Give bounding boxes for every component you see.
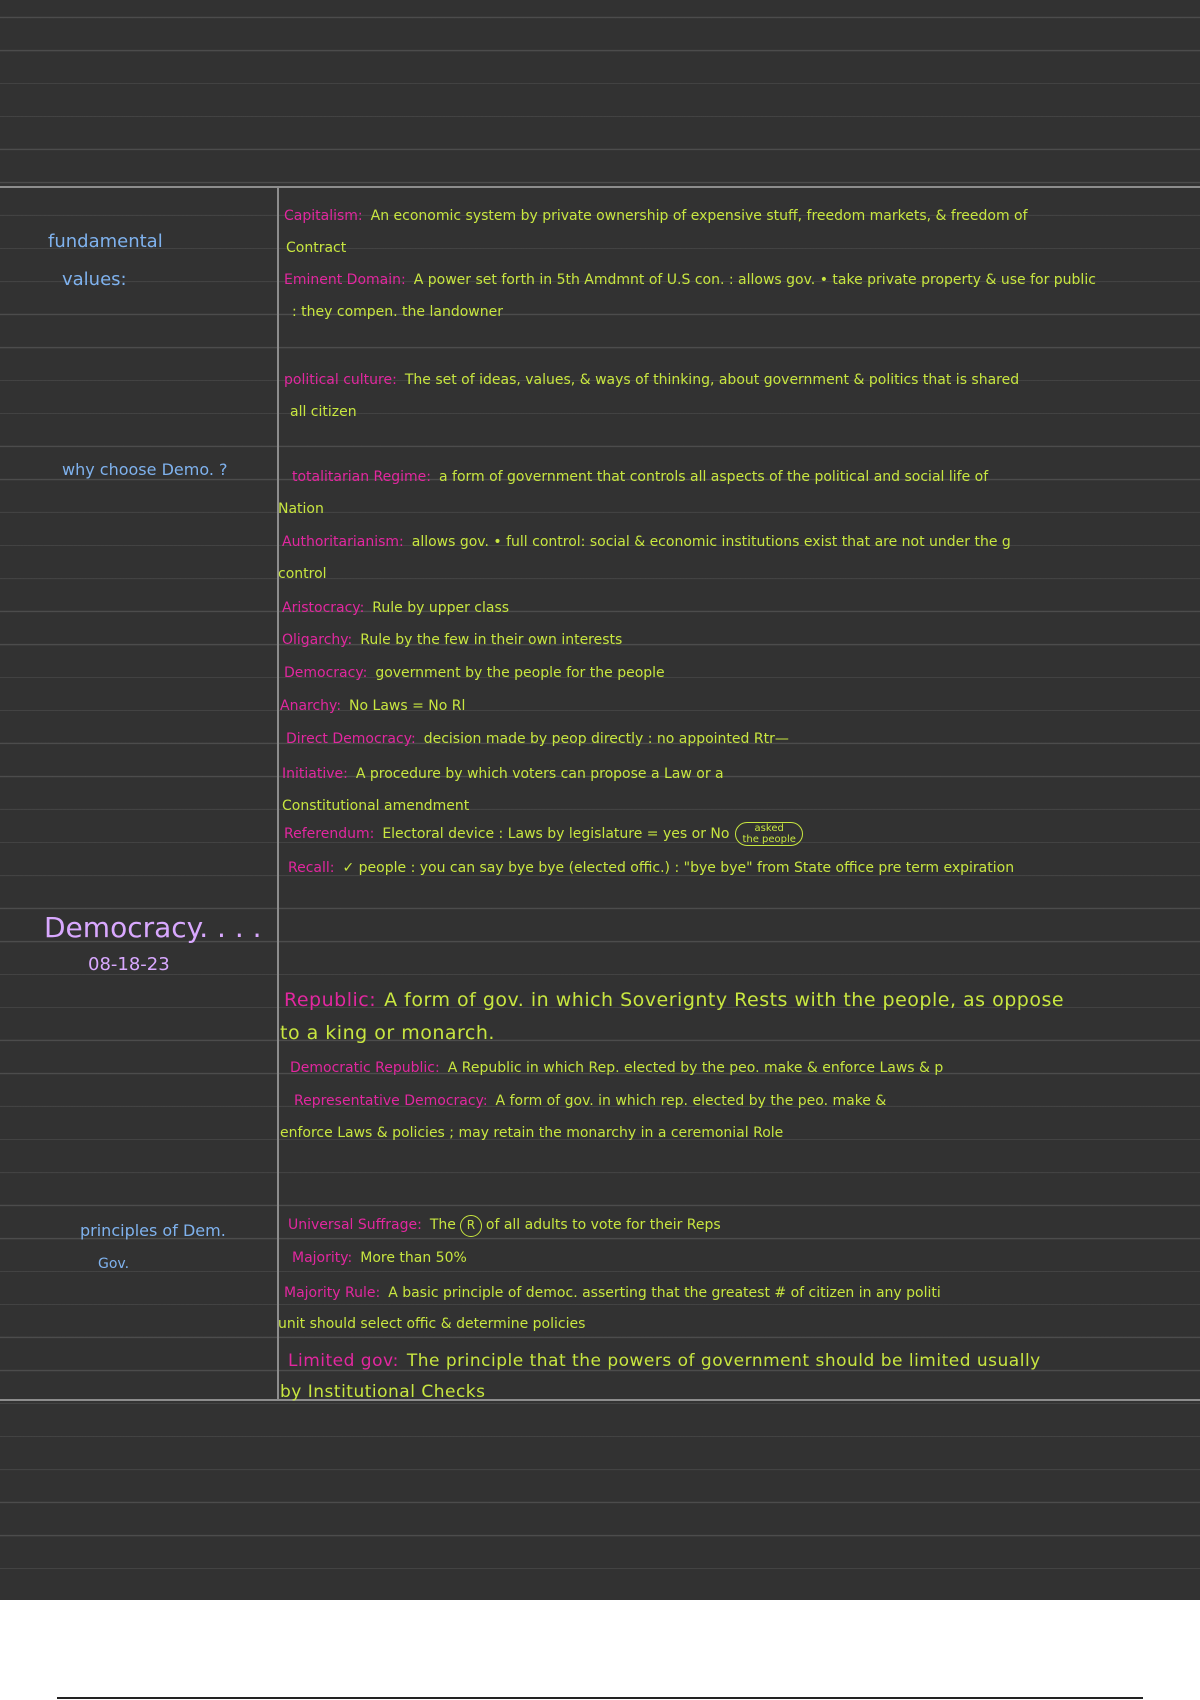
note-line [286,729,789,749]
definition-text: by Institutional Checks [280,1382,486,1402]
note-line [288,1215,721,1237]
note-line [278,499,324,519]
note-line [280,696,465,716]
definition-text: The [429,1217,456,1233]
definition-text: Rule by the few in their own interests [360,632,623,648]
definition-text: The principle that the powers of government should be limited usually [406,1351,1041,1371]
definition-text: a form of government that controls all aspects of the political and social life of [438,469,989,485]
note-line [284,663,665,683]
definition-text: An economic system by private ownership of expensive stuff, freedom markets, & freedom of [370,208,1028,224]
note-line [282,598,509,618]
note-line [282,630,622,650]
definition-text: The set of ideas, values, & ways of thinking, about government & politics that is shared [404,372,1020,388]
term: Oligarchy: [282,632,353,648]
note-line [290,1058,943,1078]
definition-text: Contract [286,240,347,256]
note-line [282,764,724,784]
term: Direct Democracy: [286,731,416,747]
note-line [294,1091,886,1111]
term: Republic: [284,989,377,1011]
note-line [286,238,346,258]
note-line [290,402,357,422]
section-heading: Democracy. . . . [44,911,262,944]
page-footer-rule [57,1697,1143,1699]
term: Limited gov: [288,1351,399,1371]
definition-text: Rule by upper class [372,600,510,616]
definition-text: A basic principle of democ. asserting that the greatest # of citizen in any politi [388,1285,941,1301]
note-line [280,1123,783,1143]
referendum-aside [735,822,803,846]
definition-text: control [278,566,327,582]
definition-text: No Laws = No Rl [349,698,466,714]
note-line [292,1248,467,1268]
term: Recall: [288,860,335,876]
note-line [284,370,1019,390]
definition-text: allows gov. • full control: social & economic institutions exist that are not under the g [411,534,1011,550]
term: Democratic Republic: [290,1060,440,1076]
note-line [284,822,803,846]
definition-text: decision made by peop directly : no appointed Rtr— [423,731,789,747]
definition-text: : they compen. the landowner [292,304,503,320]
term: Authoritarianism: [282,534,404,550]
note-line [284,270,1096,290]
term: Majority Rule: [284,1285,381,1301]
bottom-band-rule [0,1399,1200,1401]
definition-text: A form of gov. in which Soverignty Rests with the people, as oppose [384,989,1065,1011]
term: Majority: [292,1250,353,1266]
aside-line: asked [754,823,784,834]
note-line [284,1283,941,1303]
definition-text: Constitutional amendment [282,798,470,814]
note-line [282,796,469,816]
term: totalitarian Regime: [292,469,431,485]
aside-line: the people [742,834,796,845]
term: Democracy: [284,665,368,681]
note-line [288,1351,1041,1371]
term: Eminent Domain: [284,272,406,288]
term: Anarchy: [280,698,342,714]
definition-text: of all adults to vote for their Reps [485,1217,721,1233]
definition-text: government by the people for the people [375,665,665,681]
left-note-principles: principles of Dem. [80,1221,226,1240]
section-date: 08-18-23 [88,954,170,975]
term: Representative Democracy: [294,1093,488,1109]
note-line [292,302,503,322]
term: Initiative: [282,766,348,782]
definition-text: A power set forth in 5th Amdmnt of U.S con. : allows gov. • take private property & use for public [413,272,1096,288]
definition-text: A procedure by which voters can propose a Law or a [355,766,724,782]
left-note-why-choose: why choose Demo. ? [62,460,228,479]
left-note-values: values: [62,269,127,290]
definition-text: A form of gov. in which rep. elected by the peo. make & [495,1093,887,1109]
left-note-fundamental: fundamental [48,231,163,252]
definition-text: Nation [278,501,324,517]
definition-text: A Republic in which Rep. elected by the peo. make & enforce Laws & p [447,1060,944,1076]
note-line [278,564,327,584]
definition-text: ✓ people : you can say bye bye (elected offic.) : "bye bye" from State office pre term expiration [342,860,1015,876]
term: Referendum: [284,826,375,842]
term: Aristocracy: [282,600,365,616]
left-note-gov: Gov. [98,1256,130,1272]
definition-text: enforce Laws & policies ; may retain the monarchy in a ceremonial Role [280,1125,784,1141]
note-line [284,990,1064,1010]
definition-text: More than 50% [360,1250,467,1266]
definition-text: to a king or monarch. [280,1022,495,1044]
note-line [292,467,988,487]
note-line [280,1382,486,1402]
term: political culture: [284,372,397,388]
term: Capitalism: [284,208,363,224]
definition-text: Electoral device : Laws by legislature = yes or No [382,826,730,842]
note-line [282,532,1011,552]
note-line [288,858,1014,878]
note-line [278,1314,585,1334]
circled-letter: R [460,1215,482,1237]
margin-rule [277,188,279,1401]
top-rule [0,186,1200,188]
term: Universal Suffrage: [288,1217,422,1233]
definition-text: unit should select offic & determine policies [278,1316,586,1332]
definition-text: all citizen [290,404,357,420]
note-line [284,206,1028,226]
note-line [280,1023,495,1043]
